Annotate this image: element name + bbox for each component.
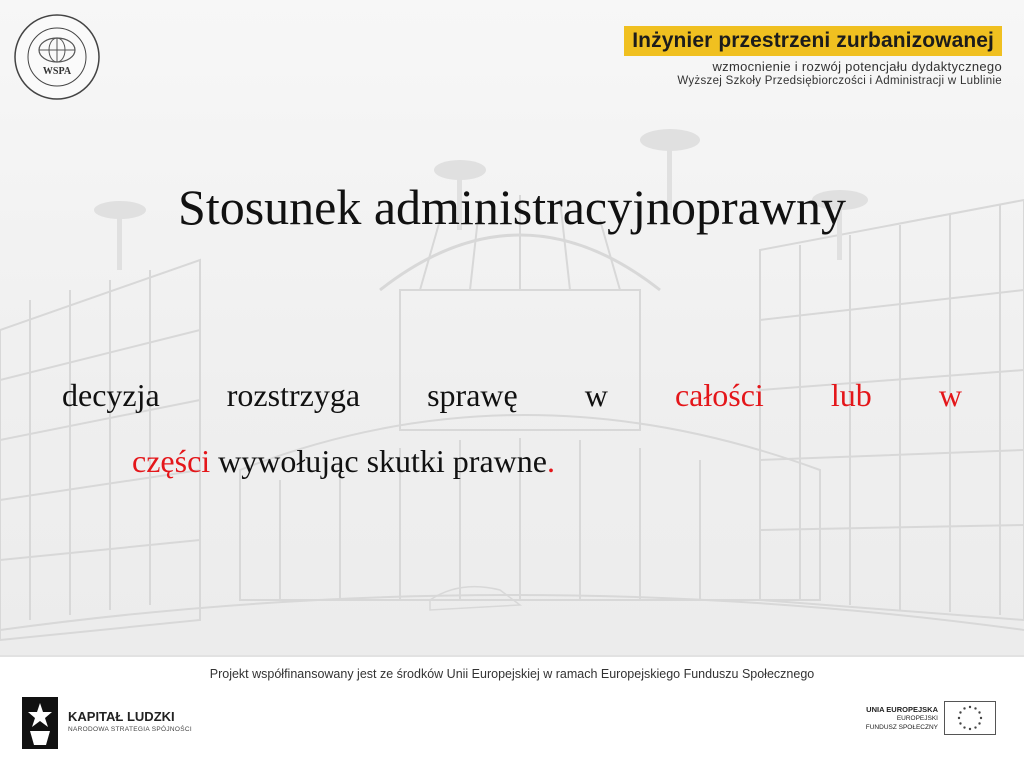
eu-star-icon [974,726,976,728]
eu-star-icon [963,707,965,709]
eu-star-icon [959,711,961,713]
definition-line-2 [62,428,962,494]
eu-label [866,705,938,732]
kapital-ludzki-subtitle: NARODOWA STRATEGIA SPÓJNOŚCI [68,726,192,733]
institution-name: Wyższej Szkoły Przedsiębiorczości i Administracji w Lublinie [677,75,1002,87]
project-title: Inżynier przestrzeni zurbanizowanej [624,26,1002,56]
definition-word: w [938,377,962,413]
definition-text [62,362,962,494]
wspa-logo [12,12,102,102]
definition-line-1 [62,362,962,428]
eu-star-icon [980,717,982,719]
eu-star-icon [974,707,976,709]
definition-word: sprawę [427,377,518,413]
eu-star-icon [969,706,971,708]
kapital-ludzki-name: KAPITAŁ LUDZKI [68,709,175,724]
eu-star-icon [958,717,960,719]
definition-word: lub [830,377,872,413]
eu-fund-line-1: EUROPEJSKI [896,715,938,722]
kapital-ludzki-logo-icon [22,697,58,749]
eu-star-icon [959,722,961,724]
footer-divider [0,655,1024,657]
definition-word: w [584,377,608,413]
definition-word: rozstrzyga [226,377,361,413]
eu-star-icon [963,726,965,728]
eu-fund-line-2: FUNDUSZ SPOŁECZNY [865,724,938,731]
eu-star-icon [978,722,980,724]
funding-footer [0,655,1024,768]
eu-star-icon [969,728,971,730]
project-subtitle: wzmocnienie i rozwój potencjału dydaktycznego [712,59,1002,74]
highlight-czesci: części [132,443,211,479]
eu-star-icon [978,711,980,713]
eu-flag-icon [944,701,996,735]
slide-title: Stosunek administracyjnoprawny [178,179,846,235]
project-header [542,26,1002,87]
eu-name: UNIA EUROPEJSKA [866,705,938,714]
funding-statement: Projekt współfinansowany jest ze środków Unii Europejskiej w ramach Europejskiego Funduszu Społecznego [209,667,815,681]
svg-text:WSPA: WSPA [42,66,72,77]
sentence-period: . [546,443,555,479]
definition-word: decyzja [62,377,160,413]
definition-rest: wywołując skutki prawne [210,443,547,479]
definition-word: całości [674,377,764,413]
